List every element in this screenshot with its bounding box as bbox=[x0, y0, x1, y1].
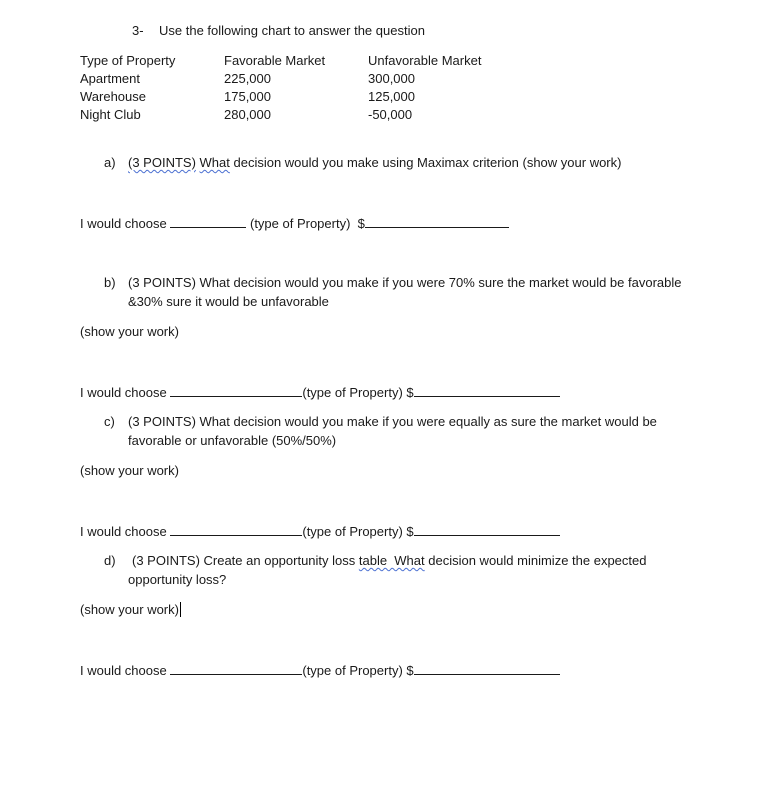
part-c-show-work: (show your work) bbox=[80, 463, 179, 478]
table-header-favorable: Favorable Market bbox=[224, 53, 326, 68]
part-d-answer-line bbox=[80, 662, 560, 679]
part-b-value-blank[interactable] bbox=[414, 384, 560, 397]
part-d-show-work: (show your work) bbox=[80, 602, 179, 617]
part-a-type-label: (type of Property) bbox=[249, 216, 351, 231]
part-a-what: What bbox=[199, 155, 230, 170]
part-b-choose-label: I would choose bbox=[80, 385, 167, 400]
part-a-prompt bbox=[128, 155, 621, 171]
part-c-type-label: (type of Property) $ bbox=[302, 524, 414, 539]
part-b-show-work: (show your work) bbox=[80, 324, 179, 339]
table-cell: Warehouse bbox=[80, 89, 146, 104]
question-text: Use the following chart to answer the question bbox=[159, 23, 425, 38]
part-d-value-blank[interactable] bbox=[414, 662, 560, 675]
part-b-prompt-line1: (3 POINTS) What decision would you make if you were 70% sure the market would be favorable bbox=[128, 275, 682, 290]
part-d-post: decision would minimize the expected bbox=[424, 553, 647, 568]
table-header-unfavorable: Unfavorable Market bbox=[368, 53, 482, 68]
text-cursor bbox=[180, 602, 181, 617]
table-cell: 225,000 bbox=[224, 71, 271, 86]
part-d-prompt-line2: opportunity loss? bbox=[128, 572, 227, 587]
table-cell: 300,000 bbox=[368, 71, 415, 86]
part-a-dollar: $ bbox=[357, 216, 365, 231]
part-b-choice-blank[interactable] bbox=[170, 384, 302, 397]
part-d-letter: d) bbox=[104, 553, 116, 568]
table-cell: Apartment bbox=[80, 71, 140, 86]
part-b-prompt-line2: &30% sure it would be unfavorable bbox=[128, 294, 329, 309]
part-d-choice-blank[interactable] bbox=[170, 662, 302, 675]
part-a-letter: a) bbox=[104, 155, 116, 170]
part-d-squig: table What bbox=[358, 553, 425, 568]
table-cell: 175,000 bbox=[224, 89, 271, 104]
part-b-type-label: (type of Property) $ bbox=[302, 385, 414, 400]
part-b-letter: b) bbox=[104, 275, 116, 290]
part-c-choice-blank[interactable] bbox=[170, 523, 302, 536]
part-c-answer-line bbox=[80, 523, 560, 540]
table-cell: 280,000 bbox=[224, 107, 271, 122]
part-d-prompt-line1 bbox=[132, 553, 646, 569]
part-c-letter: c) bbox=[104, 414, 115, 429]
part-c-prompt-line2: favorable or unfavorable (50%/50%) bbox=[128, 433, 337, 448]
part-c-choose-label: I would choose bbox=[80, 524, 167, 539]
table-cell: 125,000 bbox=[368, 89, 415, 104]
part-c-value-blank[interactable] bbox=[414, 523, 560, 536]
part-b-answer-line bbox=[80, 384, 560, 401]
part-a-choose-label: I would choose bbox=[80, 216, 167, 231]
part-a-points: (3 POINTS) bbox=[128, 155, 196, 170]
part-d-pre: (3 POINTS) Create an opportunity loss bbox=[132, 553, 359, 568]
part-d-choose-label: I would choose bbox=[80, 663, 167, 678]
question-number: 3- bbox=[132, 23, 144, 38]
table-cell: -50,000 bbox=[368, 107, 413, 122]
part-a-answer-line bbox=[80, 215, 509, 232]
part-d-type-label: (type of Property) $ bbox=[302, 663, 414, 678]
table-header-type: Type of Property bbox=[80, 53, 176, 68]
part-a-text: decision would you make using Maximax criterion (show your work) bbox=[229, 155, 622, 170]
part-a-choice-blank[interactable] bbox=[170, 215, 246, 228]
table-cell: Night Club bbox=[80, 107, 141, 122]
part-c-prompt-line1: (3 POINTS) What decision would you make if you were equally as sure the market would be bbox=[128, 414, 657, 429]
part-a-value-blank[interactable] bbox=[365, 215, 509, 228]
part-d-show-work-line[interactable] bbox=[80, 602, 181, 618]
